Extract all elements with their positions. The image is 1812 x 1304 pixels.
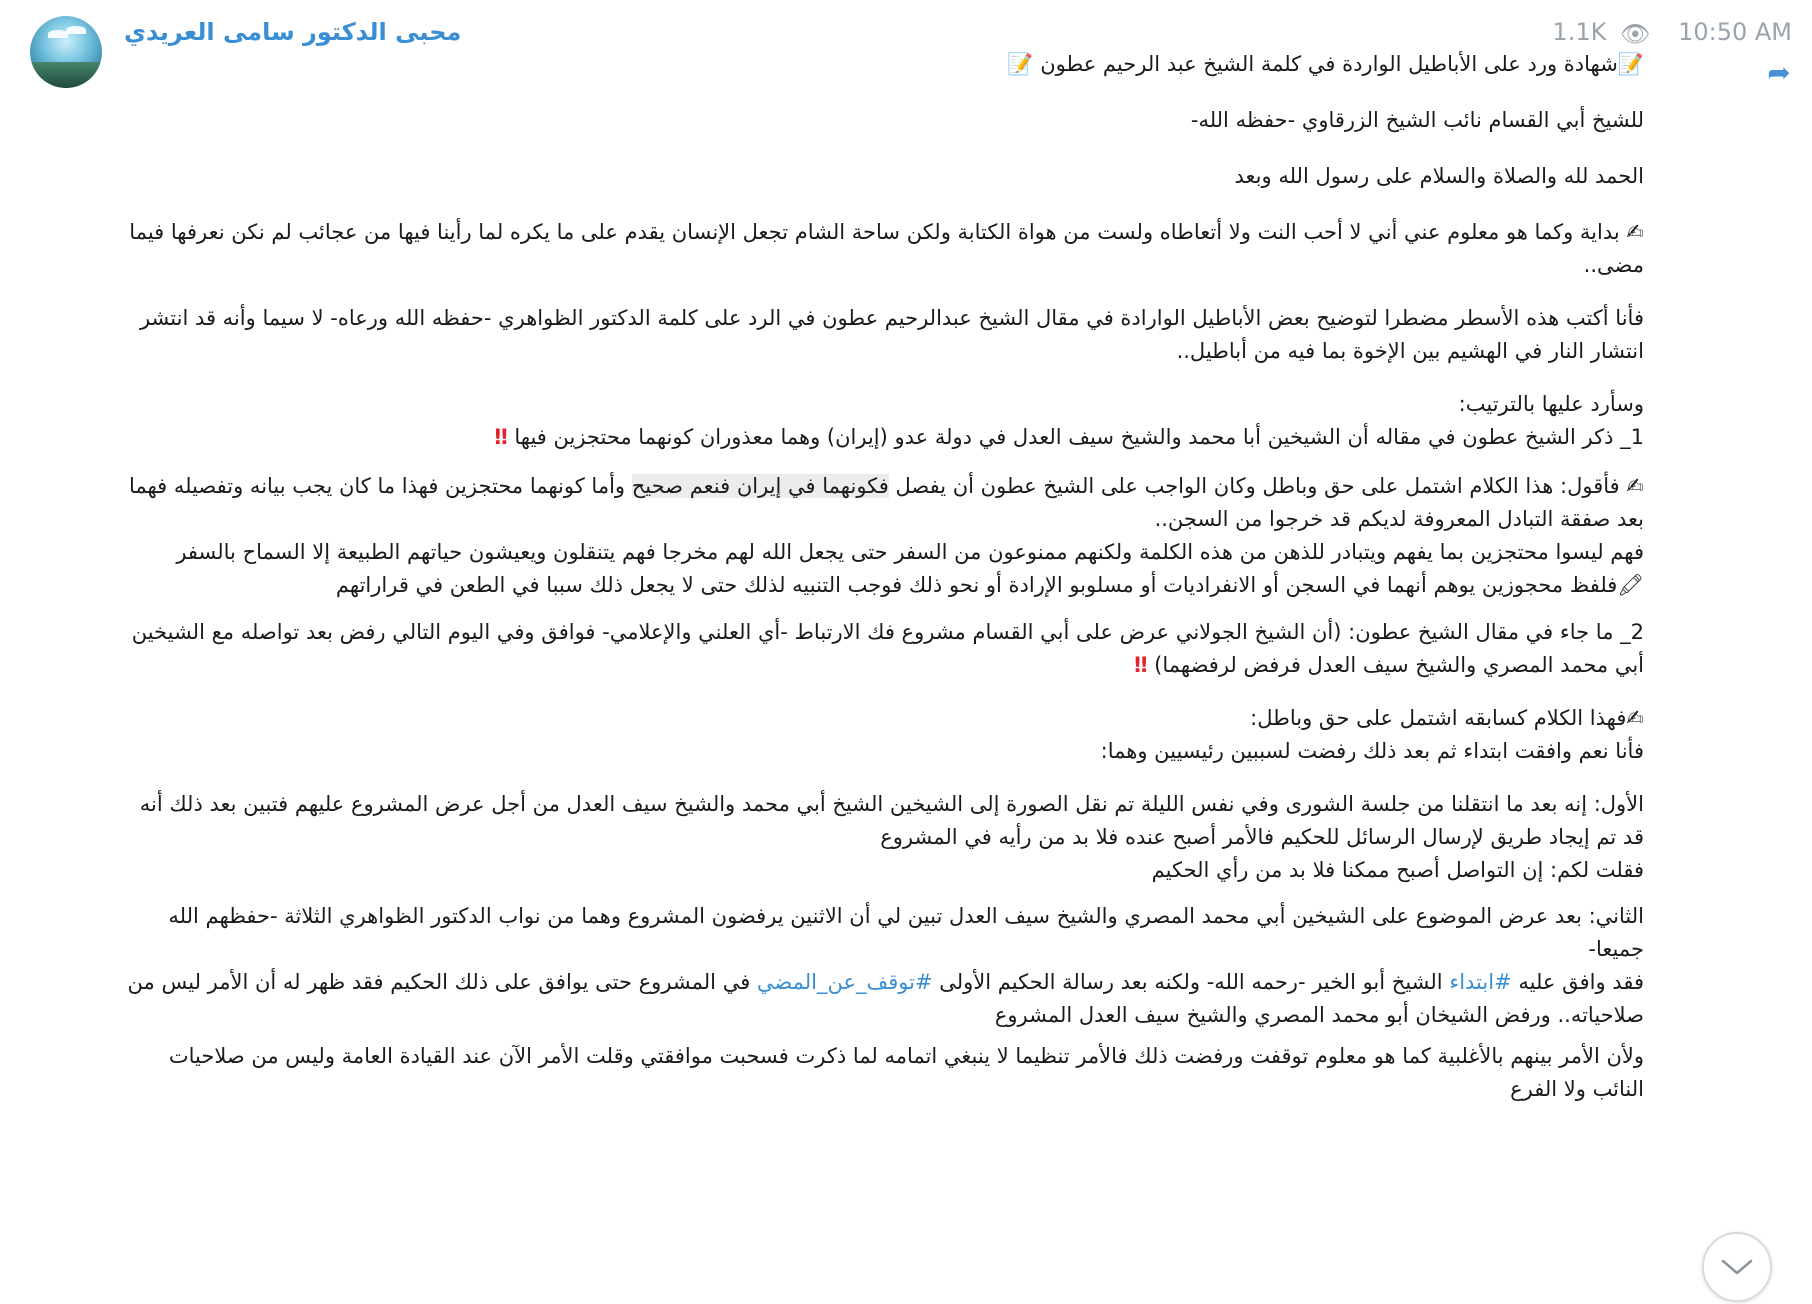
view-count: 1.1K	[1552, 18, 1607, 46]
message-time: 10:50 AM	[1678, 18, 1792, 46]
building-shape	[30, 62, 102, 88]
chevron-down-icon	[1720, 1257, 1754, 1277]
bird-shape	[48, 30, 68, 38]
double-exclamation-icon: ‼	[1134, 653, 1148, 677]
reply1-text-b: وأما كونهما محتجزين فهذا ما كان يجب بيانه وتفصيله فهما بعد صفقة التبادل المعروفة لديكم قد خرجوا من السجن..	[128, 474, 1644, 531]
greeting-line: الحمد لله والصلاة والسلام على رسول الله وبعد	[1234, 164, 1644, 188]
eye-icon: 👁	[1619, 20, 1651, 48]
double-exclamation-icon: ‼	[494, 425, 508, 449]
majority-paragraph: ولأن الأمر بينهم بالأغلبية كما هو معلوم توقفت ورفضت ذلك فالأمر تنظيما لا ينبغي اتمامه لما ذكرت فسحبت موافقتي وقلت الأمر الآن عند القيادة العامة وليس من صلاحيات النائب ولا الفرع	[168, 1044, 1644, 1101]
first-reason-paragraph	[124, 788, 1644, 887]
hashtag-link[interactable]: #ابتداء	[1449, 970, 1512, 994]
channel-avatar[interactable]	[30, 16, 102, 88]
hashtag-link[interactable]: #توقف_عن_المضي	[756, 970, 933, 994]
bird-shape	[66, 26, 86, 34]
channel-name[interactable]: محبى الدكتور سامى العريدي	[124, 18, 462, 46]
reply1-paragraph	[124, 470, 1644, 602]
point2-text: 2_ ما جاء في مقال الشيخ عطون: (أن الشيخ الجولاني عرض على أبي القسام مشروع فك الارتباط -أي العلني والإعلامي- فوافق وفي اليوم التالي رفض بعد تواصله مع الشيخين أبي محمد المصري والشيخ سيف العدل فرفض لرفضهما)	[131, 620, 1644, 677]
message-title	[124, 52, 1644, 77]
writing-hand-icon: ✍	[1626, 706, 1644, 730]
reply1-text-a: فأقول: هذا الكلام اشتمل على حق وباطل وكان الواجب على الشيخ عطون أن يفصل	[888, 474, 1620, 498]
writing-hand-icon: ✍	[1626, 474, 1644, 498]
memo-icon: 📝	[1007, 52, 1034, 76]
order-paragraph	[124, 388, 1644, 454]
second-reason-text: الثاني: بعد عرض الموضوع على الشيخين أبي محمد المصري والشيخ سيف العدل تبين لي أن الاثنين يرفضون المشروع وهما من نواب الدكتور الظواهري الثلاثة -حفظهم الله جميعا-	[168, 904, 1644, 961]
reply2-paragraph	[124, 702, 1644, 768]
point1-text: 1_ ذكر الشيخ عطون في مقاله أن الشيخين أبا محمد والشيخ سيف العدل في دولة عدو (إيران) وهما معذوران كونهما محتجزين فيها	[514, 425, 1644, 449]
point2-paragraph	[124, 616, 1644, 682]
intro-paragraph	[124, 216, 1644, 282]
pencil-icon: 🖍	[1617, 573, 1644, 597]
second-text-b3: في المشروع حتى يوافق على ذلك الحكيم فقد ظهر له أن الأمر ليس من صلاحياته.. ورفض الشيخان أبو محمد المصري والشيخ سيف العدل المشروع	[127, 970, 1644, 1027]
reply2-text-a: فهذا الكلام كسابقه اشتمل على حق وباطل:	[1250, 706, 1627, 730]
reply1-text-d: فلفظ محجوزين يوهم أنهما في السجن أو الانفراديات أو مسلوبو الإرادة أو نحو ذلك فوجب التنبيه لذلك حتى لا يجعل ذلك سببا في الطعن في قراراتهم	[335, 573, 1618, 597]
reply1-text-c: فهم ليسوا محتجزين بما يفهم ويتبادر للذهن من هذه الكلمة ولكنهم ممنوعون من السفر حتى يجعل الله لهم مخرجا فهم يتنقلون ويعيشون حياتهم الطبيعة إلا السماح بالسفر	[176, 540, 1644, 564]
first-reason-text-b: فقلت لكم: إن التواصل أصبح ممكنا فلا بد من رأي الحكيم	[1151, 858, 1644, 882]
writing-hand-icon: ✍	[1626, 220, 1644, 244]
author-line: للشيخ أبي القسام نائب الشيخ الزرقاوي -حفظه الله-	[1190, 108, 1644, 132]
second-text-b1: فقد وافق عليه	[1511, 970, 1644, 994]
highlighted-text: فكونهما في إيران فنعم صحيح	[631, 474, 889, 498]
memo-icon: 📝	[1617, 52, 1644, 76]
scroll-down-button[interactable]	[1702, 1232, 1772, 1302]
title-text: شهادة ورد على الأباطيل الواردة في كلمة الشيخ عبد الرحيم عطون	[1040, 52, 1618, 76]
order-text: وسأرد عليها بالترتيب:	[1458, 392, 1644, 416]
intro-text: بداية وكما هو معلوم عني أني لا أحب النت ولا أتعاطاه ولست من هواة الكتابة ولكن ساحة الشام تجعل الإنسان يقدم على ما يكره لما رأينا فيها من عجائب لم نكن نعرفها فيما مضى..	[129, 220, 1644, 277]
purpose-paragraph: فأنا أكتب هذه الأسطر مضطرا لتوضيح بعض الأباطيل الوارادة في مقال الشيخ عبدالرحيم عطون في الرد على كلمة الدكتور الظواهري -حفظه الله ورعاه- لا سيما وأنه قد انتشر انتشار النار في الهشيم بين الإخوة بما فيه من أباطيل..	[139, 306, 1644, 363]
message-meta	[1552, 18, 1792, 48]
second-text-b2: الشيخ أبو الخير -رحمه الله- ولكنه بعد رسالة الحكيم الأولى	[932, 970, 1450, 994]
reply2-text-b: فأنا نعم وافقت ابتداء ثم بعد ذلك رفضت لسببين رئيسيين وهما:	[1100, 739, 1644, 763]
first-reason-text: الأول: إنه بعد ما انتقلنا من جلسة الشورى وفي نفس الليلة تم نقل الصورة إلى الشيخين الشيخ أبي محمد والشيخ سيف العدل من أجل عرض المشروع عليهم فتبين بعد ذلك أنه قد تم إيجاد طريق لإرسال الرسائل للحكيم فالأمر أصبح عنده فلا بد من رأيه في المشروع	[139, 792, 1644, 849]
second-reason-paragraph	[124, 900, 1644, 1032]
share-icon[interactable]: ➦	[1767, 55, 1791, 89]
